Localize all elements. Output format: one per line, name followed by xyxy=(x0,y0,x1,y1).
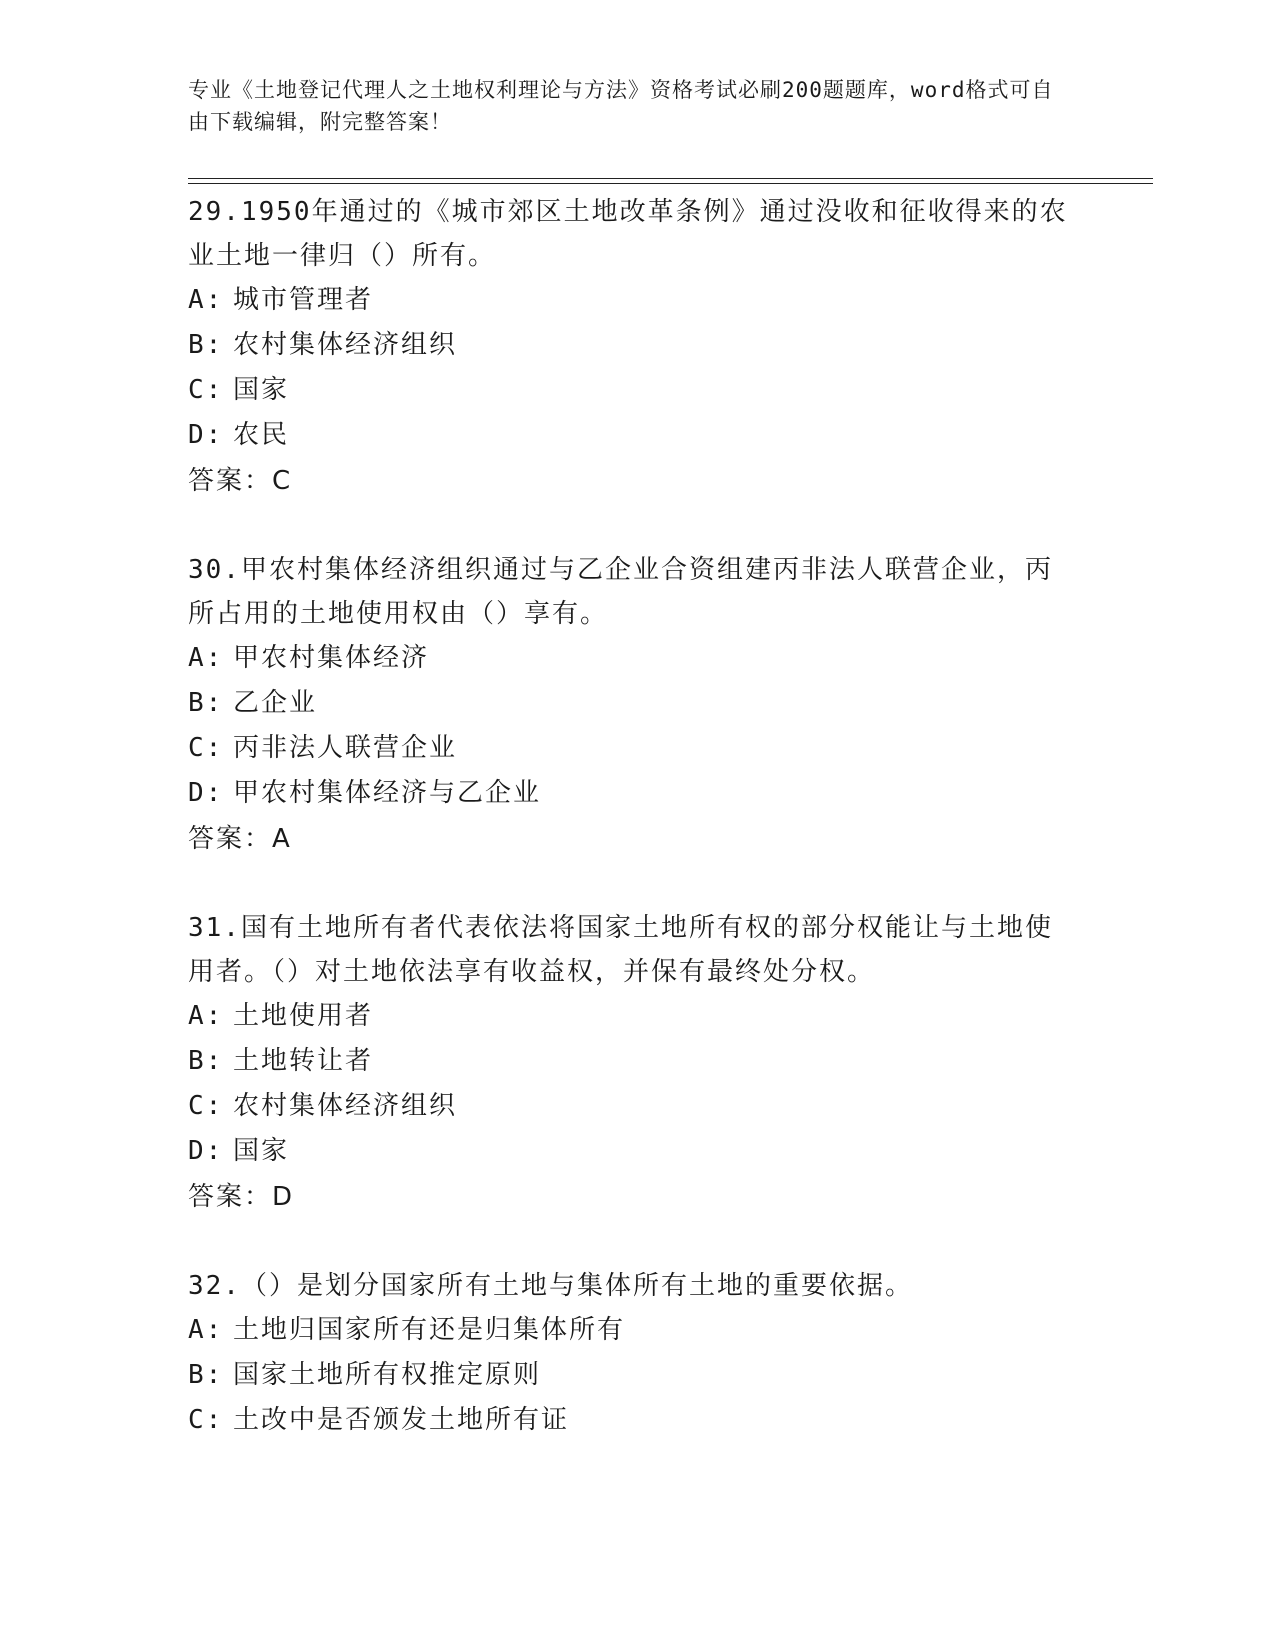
option-b xyxy=(188,681,1108,726)
option-a xyxy=(188,636,1108,681)
option-a xyxy=(188,278,1108,323)
question-29 xyxy=(188,190,1108,504)
option-letter: C: xyxy=(188,1091,224,1121)
option-d xyxy=(188,413,1108,458)
option-text: 土改中是否颁发土地所有证 xyxy=(233,1405,570,1435)
option-a xyxy=(188,1308,1108,1353)
option-text: 丙非法人联营企业 xyxy=(233,733,458,763)
header-divider-bottom xyxy=(188,183,1153,184)
option-text: 农村集体经济组织 xyxy=(233,1091,458,1121)
question-stem: 32.（）是划分国家所有土地与集体所有土地的重要依据。 xyxy=(188,1271,913,1301)
option-letter: A: xyxy=(188,285,224,315)
answer-label: 答案： xyxy=(188,1182,273,1212)
answer-label: 答案： xyxy=(188,824,273,854)
option-d xyxy=(188,1129,1108,1174)
option-letter: A: xyxy=(188,643,224,673)
option-text: 国家土地所有权推定原则 xyxy=(233,1360,542,1390)
option-b xyxy=(188,1353,1108,1398)
question-stem: 29.1950年通过的《城市郊区土地改革条例》通过没收和征收得来的农业土地一律归（）所有。 xyxy=(188,197,1068,271)
answer-value: A xyxy=(272,824,292,854)
question-32 xyxy=(188,1264,1108,1443)
option-text: 国家 xyxy=(233,1136,290,1166)
question-stem: 30.甲农村集体经济组织通过与乙企业合资组建丙非法人联营企业，丙所占用的土地使用权由（）享有。 xyxy=(188,555,1053,629)
option-b xyxy=(188,1039,1108,1084)
option-letter: C: xyxy=(188,375,224,405)
option-letter: A: xyxy=(188,1001,224,1031)
answer-line xyxy=(188,458,1108,504)
option-text: 农村集体经济组织 xyxy=(233,330,458,360)
option-b xyxy=(188,323,1108,368)
option-letter: D: xyxy=(188,420,224,450)
option-text: 乙企业 xyxy=(233,688,318,718)
option-text: 甲农村集体经济 xyxy=(233,643,430,673)
answer-line xyxy=(188,816,1108,862)
option-text: 土地使用者 xyxy=(233,1001,374,1031)
answer-line xyxy=(188,1174,1108,1220)
option-letter: A: xyxy=(188,1315,224,1345)
question-31 xyxy=(188,906,1108,1220)
option-c xyxy=(188,726,1108,771)
option-d xyxy=(188,771,1108,816)
option-letter: B: xyxy=(188,688,224,718)
option-c xyxy=(188,1398,1108,1443)
answer-value: D xyxy=(272,1182,295,1212)
option-letter: C: xyxy=(188,733,224,763)
option-letter: B: xyxy=(188,1046,224,1076)
option-letter: B: xyxy=(188,1360,224,1390)
option-text: 甲农村集体经济与乙企业 xyxy=(233,778,542,808)
question-list xyxy=(188,190,1108,1487)
option-letter: D: xyxy=(188,1136,224,1166)
answer-label: 答案： xyxy=(188,466,273,496)
answer-value: C xyxy=(272,466,293,496)
option-letter: C: xyxy=(188,1405,224,1435)
document-header: 专业《土地登记代理人之土地权利理论与方法》资格考试必刷200题题库，word格式可自由下载编辑，附完整答案！ xyxy=(188,78,1054,134)
option-text: 城市管理者 xyxy=(233,285,374,315)
option-letter: B: xyxy=(188,330,224,360)
option-text: 土地转让者 xyxy=(233,1046,374,1076)
option-c xyxy=(188,368,1108,413)
option-letter: D: xyxy=(188,778,224,808)
option-text: 农民 xyxy=(233,420,290,450)
option-text: 国家 xyxy=(233,375,290,405)
question-30 xyxy=(188,548,1108,862)
question-stem: 31.国有土地所有者代表依法将国家土地所有权的部分权能让与土地使用者。（）对土地依法享有收益权，并保有最终处分权。 xyxy=(188,913,1053,987)
header-divider-top xyxy=(188,178,1153,179)
option-a xyxy=(188,994,1108,1039)
option-c xyxy=(188,1084,1108,1129)
option-text: 土地归国家所有还是归集体所有 xyxy=(233,1315,626,1345)
